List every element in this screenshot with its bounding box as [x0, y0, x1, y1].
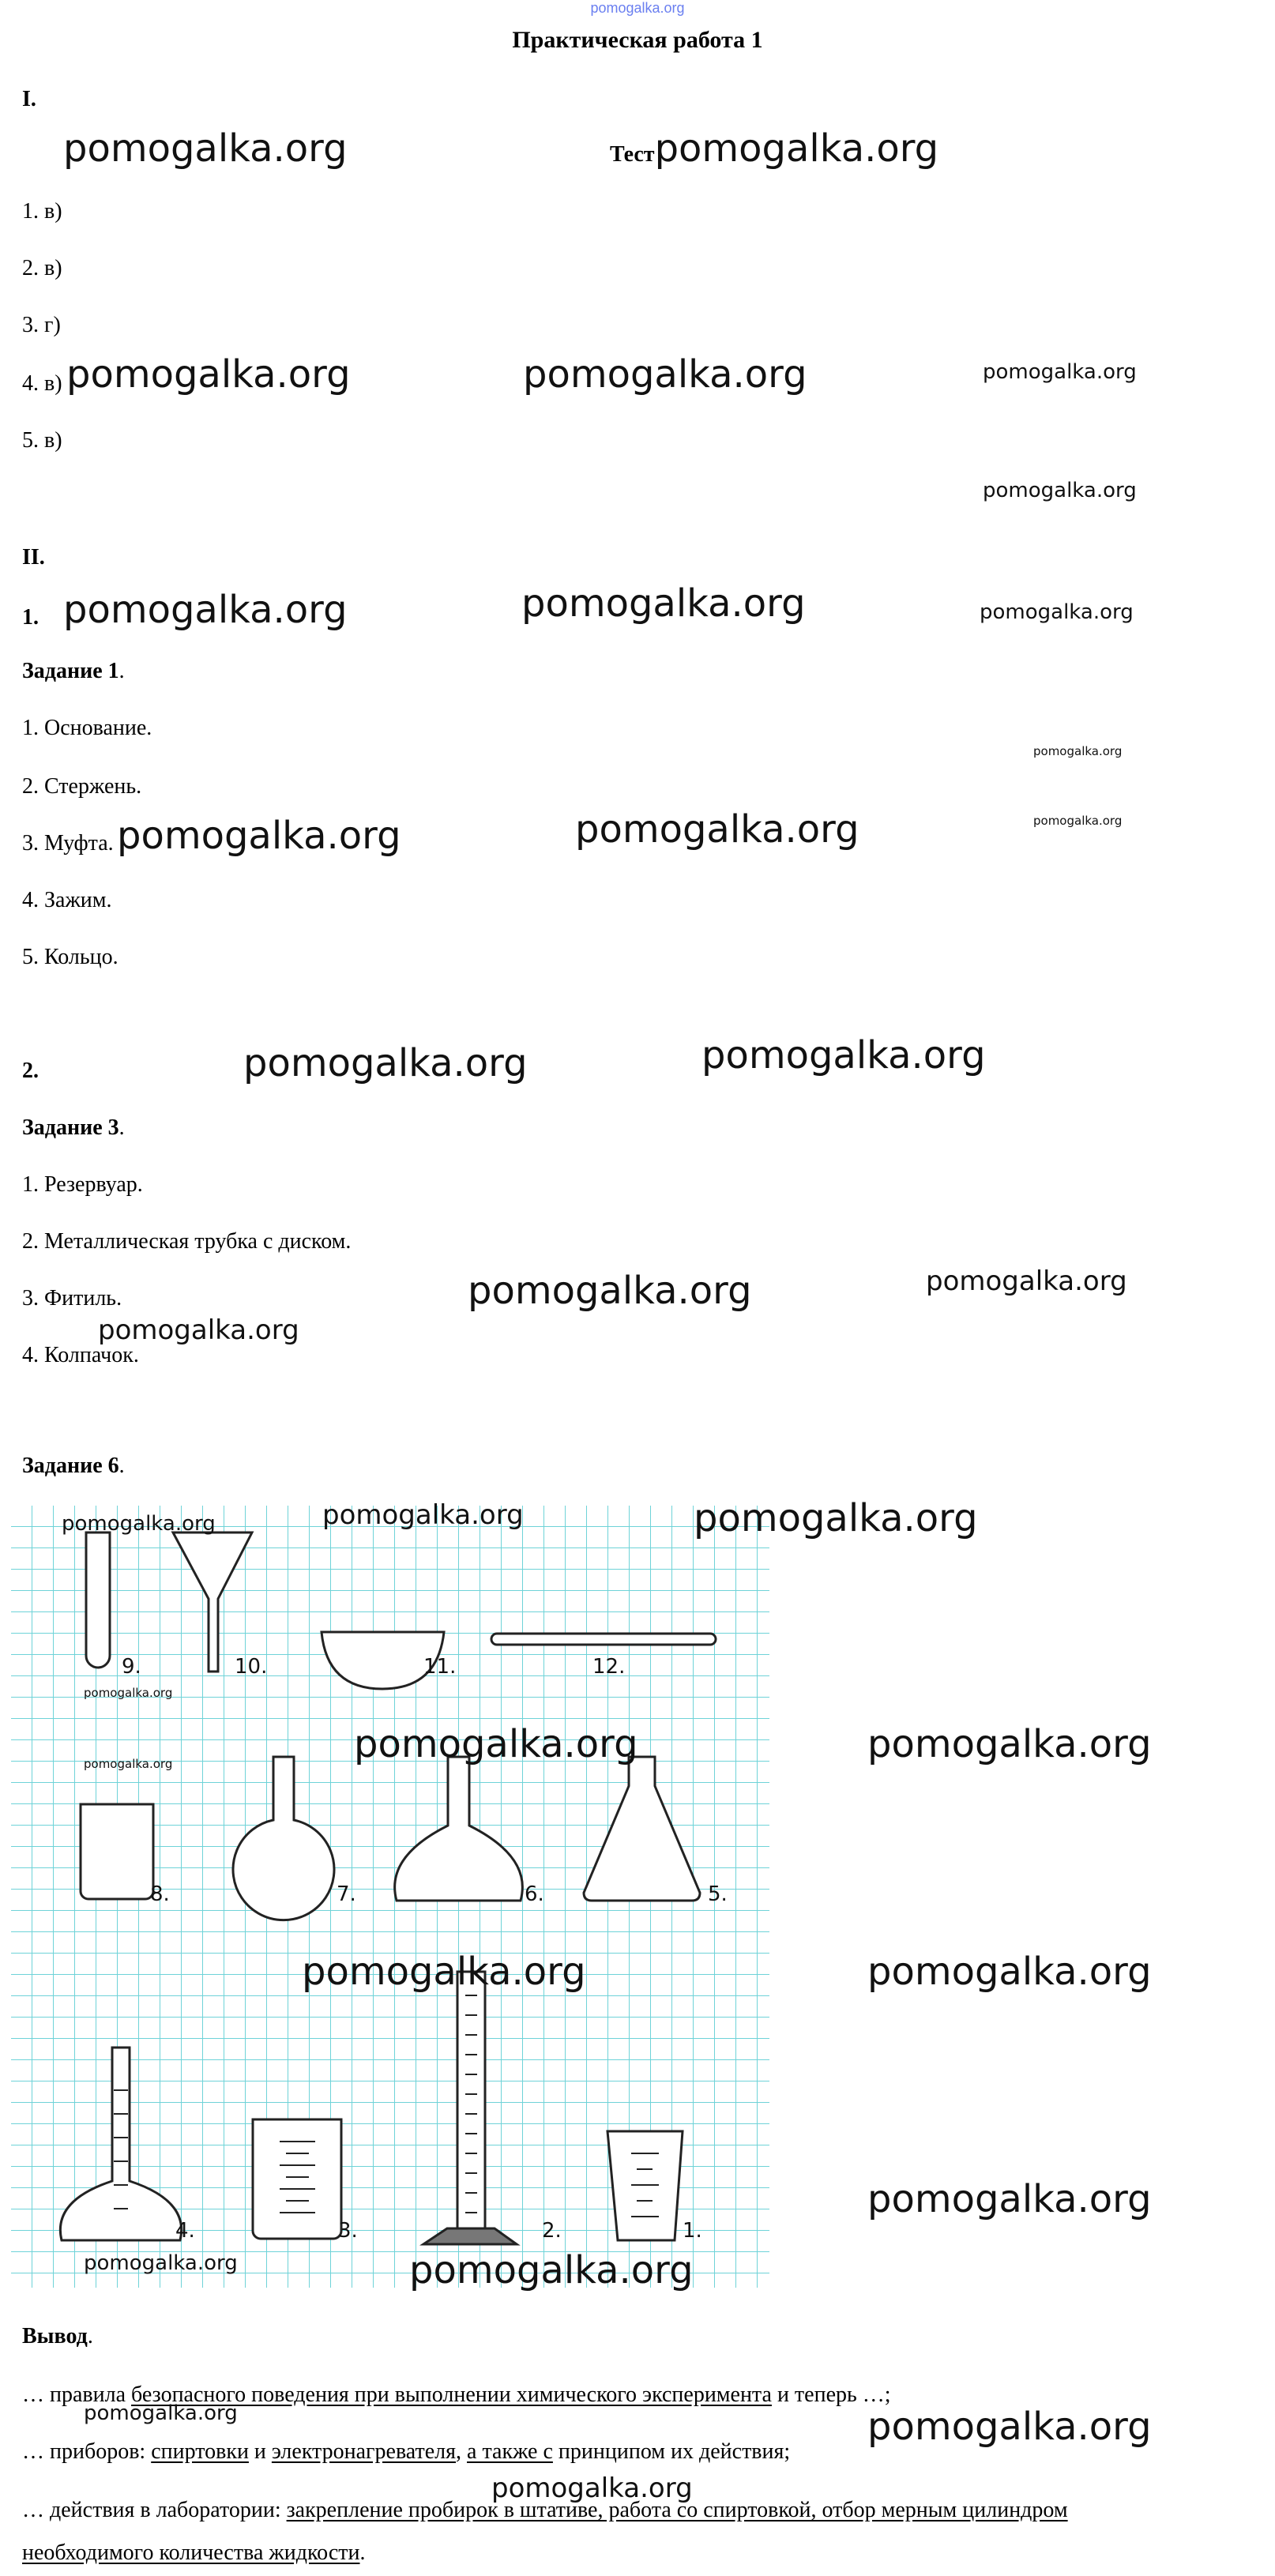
- test-answer-3: 3. г): [22, 313, 61, 337]
- task-1-item-4: 4. Зажим.: [22, 888, 112, 912]
- watermark: pomogalka.org: [521, 581, 806, 626]
- watermark: pomogalka.org: [1033, 814, 1123, 828]
- test-answer-1: 1. в): [22, 199, 62, 224]
- lab-equipment-figure: [11, 1506, 769, 2288]
- part-2-number: 2.: [22, 1059, 39, 1083]
- watermark: pomogalka.org: [867, 1950, 1152, 1994]
- watermark: pomogalka.org: [84, 2401, 238, 2425]
- task-1-item-5: 5. Кольцо.: [22, 945, 118, 969]
- watermark: pomogalka.org: [354, 1722, 638, 1766]
- task-1-item-1: 1. Основание.: [22, 716, 152, 740]
- task-1-heading: Задание 1.: [22, 659, 125, 683]
- figure-label-3: 3.: [338, 2219, 358, 2243]
- figure-label-10: 10.: [235, 1655, 268, 1679]
- watermark: pomogalka.org: [66, 352, 351, 397]
- figure-label-1: 1.: [683, 2219, 702, 2243]
- top-watermark: pomogalka.org: [590, 0, 685, 16]
- watermark: pomogalka.org: [523, 352, 807, 397]
- watermark: pomogalka.org: [926, 1265, 1127, 1297]
- glass-rod-icon: [491, 1634, 716, 1645]
- conclusion-heading: Вывод.: [22, 2324, 93, 2348]
- watermark: pomogalka.org: [117, 814, 401, 858]
- watermark: pomogalka.org: [98, 1314, 299, 1346]
- watermark: pomogalka.org: [983, 479, 1137, 502]
- watermark: pomogalka.org: [654, 126, 939, 171]
- conclusion-line-3: … действия в лаборатории: закрепление пробирок в штативе, работа со спиртовкой, отбор мерным цилиндром: [22, 2498, 1068, 2522]
- part-1-number: 1.: [22, 605, 39, 630]
- figure-label-9: 9.: [122, 1655, 141, 1679]
- section-2-label: II.: [22, 545, 45, 570]
- test-label: Тест: [610, 142, 655, 167]
- graduated-cylinder-icon: [457, 1972, 485, 2231]
- figure-label-6: 6.: [525, 1882, 544, 1906]
- watermark: pomogalka.org: [867, 1722, 1152, 1766]
- watermark: pomogalka.org: [701, 1033, 986, 1077]
- figure-label-5: 5.: [708, 1882, 728, 1906]
- beaker-icon: [81, 1804, 153, 1899]
- task-3-item-2: 2. Металлическая трубка с диском.: [22, 1229, 352, 1254]
- watermark: pomogalka.org: [867, 2405, 1152, 2449]
- watermark: pomogalka.org: [302, 1950, 586, 1994]
- watermark: pomogalka.org: [983, 360, 1137, 384]
- test-answer-2: 2. в): [22, 256, 62, 280]
- task-1-item-3: 3. Муфта.: [22, 831, 114, 856]
- watermark: pomogalka.org: [409, 2248, 694, 2292]
- figure-label-7: 7.: [337, 1882, 356, 1906]
- task-3-item-1: 1. Резервуар.: [22, 1172, 143, 1197]
- watermark: pomogalka.org: [867, 2177, 1152, 2221]
- watermark: pomogalka.org: [84, 1686, 173, 1700]
- watermark: pomogalka.org: [84, 2251, 238, 2275]
- watermark: pomogalka.org: [63, 588, 348, 632]
- watermark: pomogalka.org: [694, 1496, 978, 1540]
- watermark: pomogalka.org: [491, 2473, 693, 2504]
- figure-label-8: 8.: [150, 1882, 170, 1906]
- test-tube-icon: [86, 1532, 110, 1668]
- conclusion-line-2: … приборов: спиртовки и электронагревателя, а также с принципом их действия;: [22, 2439, 791, 2464]
- figure-label-4: 4.: [175, 2219, 195, 2243]
- watermark: pomogalka.org: [243, 1041, 528, 1085]
- conclusion-line-4: необходимого количества жидкости.: [22, 2540, 366, 2565]
- task-1-item-2: 2. Стержень.: [22, 774, 142, 799]
- watermark: pomogalka.org: [575, 807, 859, 852]
- test-answer-4: 4. в): [22, 371, 62, 396]
- section-1-label: I.: [22, 87, 36, 111]
- watermark: pomogalka.org: [980, 600, 1134, 624]
- watermark: pomogalka.org: [322, 1499, 524, 1531]
- figure-label-11: 11.: [423, 1655, 457, 1679]
- task-3-heading: Задание 3.: [22, 1115, 125, 1140]
- watermark: pomogalka.org: [63, 126, 348, 171]
- test-answer-5: 5. в): [22, 428, 62, 453]
- conclusion-line-1: … правила безопасного поведения при выполнении химического эксперимента и теперь …;: [22, 2382, 891, 2407]
- watermark: pomogalka.org: [1033, 744, 1123, 758]
- task-3-item-4: 4. Колпачок.: [22, 1343, 139, 1367]
- task-6-heading: Задание 6.: [22, 1453, 125, 1478]
- figure-label-2: 2.: [542, 2219, 562, 2243]
- graduated-beaker-icon: [253, 2119, 341, 2239]
- watermark: pomogalka.org: [62, 1512, 216, 1536]
- watermark: pomogalka.org: [84, 1757, 173, 1771]
- task-3-item-3: 3. Фитиль.: [22, 1286, 122, 1311]
- page-title: Практическая работа 1: [512, 27, 763, 53]
- test-heading: [610, 126, 938, 171]
- watermark: pomogalka.org: [468, 1269, 752, 1313]
- figure-label-12: 12.: [592, 1655, 626, 1679]
